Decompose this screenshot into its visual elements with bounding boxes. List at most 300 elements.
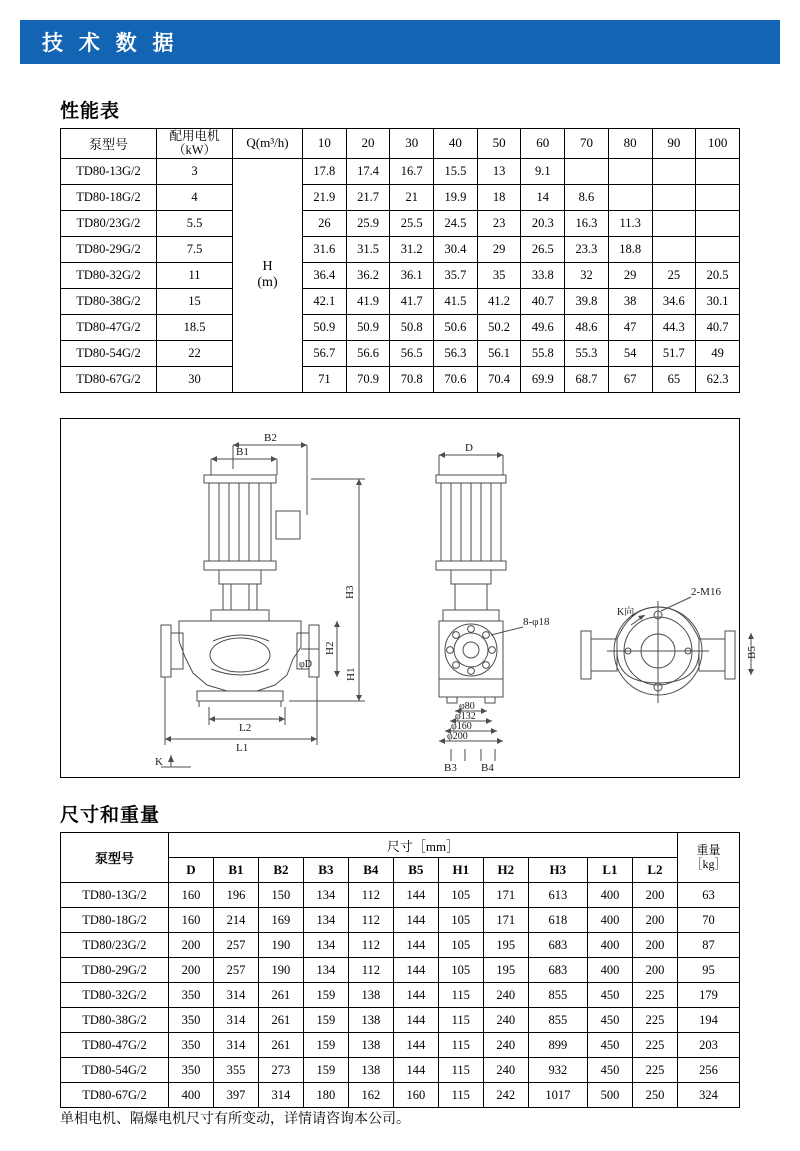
cell-head-value xyxy=(696,210,740,236)
cell-head-value xyxy=(652,158,696,184)
cell-dimension-B4: 112 xyxy=(348,883,393,908)
cell-weight: 203 xyxy=(678,1033,740,1058)
cell-head-value: 42.1 xyxy=(303,288,347,314)
pump-outline-drawings xyxy=(61,419,758,777)
dimensions-header-row-1 xyxy=(61,833,740,858)
cell-dimension-H3: 932 xyxy=(528,1058,587,1083)
cell-dimension-D: 350 xyxy=(169,1008,214,1033)
cell-head-value: 20.3 xyxy=(521,210,565,236)
cell-dimension-L2: 225 xyxy=(632,1008,677,1033)
cell-head-value: 49 xyxy=(696,340,740,366)
cell-dimension-B4: 112 xyxy=(348,933,393,958)
cell-dimension-H3: 1017 xyxy=(528,1083,587,1108)
cell-motor-power: 4 xyxy=(157,184,233,210)
cell-head-value xyxy=(696,184,740,210)
cell-dimension-H3: 613 xyxy=(528,883,587,908)
cell-head-value xyxy=(696,236,740,262)
dimensions-table xyxy=(60,832,740,1108)
cell-head-value: 18.8 xyxy=(608,236,652,262)
header-weight-group: 重量 ［kg］ xyxy=(678,833,740,883)
table-row xyxy=(61,314,740,340)
cell-head-value: 54 xyxy=(608,340,652,366)
cell-dimension-B1: 314 xyxy=(213,1033,258,1058)
label-2-m16: 2-M16 xyxy=(691,586,721,598)
header-col-B4: B4 xyxy=(348,858,393,883)
cell-head-value: 62.3 xyxy=(696,366,740,392)
header-col-L1: L1 xyxy=(587,858,632,883)
cell-dimension-L1: 450 xyxy=(587,1058,632,1083)
cell-dimension-B1: 355 xyxy=(213,1058,258,1083)
cell-head-value: 25.5 xyxy=(390,210,434,236)
table-row xyxy=(61,1083,740,1108)
table-row xyxy=(61,366,740,392)
cell-dimension-L1: 450 xyxy=(587,1033,632,1058)
cell-dimension-B1: 397 xyxy=(213,1083,258,1108)
cell-model: TD80-13G/2 xyxy=(61,883,169,908)
cell-dimension-L2: 225 xyxy=(632,983,677,1008)
cell-model: TD80-47G/2 xyxy=(61,314,157,340)
cell-model: TD80-67G/2 xyxy=(61,1083,169,1108)
label-b4: B4 xyxy=(481,762,494,774)
cell-head-value: 26.5 xyxy=(521,236,565,262)
label-b5: B5 xyxy=(746,646,758,659)
header-model: 泵型号 xyxy=(61,129,157,159)
header-col-B5: B5 xyxy=(393,858,438,883)
table-row xyxy=(61,210,740,236)
cell-head-value: 20.5 xyxy=(696,262,740,288)
cell-dimension-B2: 261 xyxy=(258,1033,303,1058)
cell-dimension-B2: 169 xyxy=(258,908,303,933)
cell-head-value: 70.8 xyxy=(390,366,434,392)
header-flow-60: 60 xyxy=(521,129,565,159)
page-header-banner xyxy=(20,20,780,64)
cell-dimension-H3: 683 xyxy=(528,958,587,983)
performance-table xyxy=(60,128,740,393)
cell-head-value: 31.6 xyxy=(303,236,347,262)
header-flow-90: 90 xyxy=(652,129,696,159)
cell-dimension-B2: 273 xyxy=(258,1058,303,1083)
cell-head-value: 29 xyxy=(608,262,652,288)
cell-dimension-H2: 240 xyxy=(483,1008,528,1033)
cell-motor-power: 30 xyxy=(157,366,233,392)
cell-dimension-H3: 683 xyxy=(528,933,587,958)
cell-model: TD80-29G/2 xyxy=(61,958,169,983)
header-flow-20: 20 xyxy=(346,129,390,159)
header-flow-70: 70 xyxy=(565,129,609,159)
cell-dimension-H1: 115 xyxy=(438,1008,483,1033)
cell-head-value: 15.5 xyxy=(434,158,478,184)
label-k-direction: K向 xyxy=(617,607,635,618)
cell-head-value xyxy=(565,158,609,184)
header-flow-80: 80 xyxy=(608,129,652,159)
cell-dimension-H2: 195 xyxy=(483,958,528,983)
label-8-phi18: 8-φ18 xyxy=(523,616,550,628)
table-row xyxy=(61,1033,740,1058)
label-phi132: φ132 xyxy=(455,711,476,722)
cell-head-value: 56.3 xyxy=(434,340,478,366)
table-row xyxy=(61,1008,740,1033)
header-flow-40: 40 xyxy=(434,129,478,159)
cell-dimension-B2: 261 xyxy=(258,983,303,1008)
cell-head-value: 65 xyxy=(652,366,696,392)
table-row xyxy=(61,1058,740,1083)
cell-dimension-H1: 105 xyxy=(438,883,483,908)
label-h2: H2 xyxy=(324,641,336,655)
cell-head-value: 23.3 xyxy=(565,236,609,262)
cell-dimension-B2: 261 xyxy=(258,1008,303,1033)
cell-motor-power: 5.5 xyxy=(157,210,233,236)
header-motor-power: 配用电机 （kW） xyxy=(157,129,233,159)
cell-model: TD80-54G/2 xyxy=(61,340,157,366)
cell-head-value: 41.2 xyxy=(477,288,521,314)
cell-dimension-L2: 200 xyxy=(632,958,677,983)
cell-head-value: 8.6 xyxy=(565,184,609,210)
cell-dimension-B1: 196 xyxy=(213,883,258,908)
cell-motor-power: 3 xyxy=(157,158,233,184)
cell-dimension-B3: 134 xyxy=(303,883,348,908)
cell-head-value: 29 xyxy=(477,236,521,262)
table-row xyxy=(61,983,740,1008)
cell-dimension-L1: 400 xyxy=(587,883,632,908)
cell-head-value: 26 xyxy=(303,210,347,236)
cell-dimension-D: 350 xyxy=(169,1033,214,1058)
cell-head-value: 49.6 xyxy=(521,314,565,340)
cell-model: TD80/23G/2 xyxy=(61,210,157,236)
cell-dimension-B4: 138 xyxy=(348,1058,393,1083)
cell-head-value xyxy=(652,184,696,210)
header-flow-10: 10 xyxy=(303,129,347,159)
cell-head-value: 17.8 xyxy=(303,158,347,184)
cell-dimension-B4: 138 xyxy=(348,1008,393,1033)
label-phi80: φ80 xyxy=(459,701,475,712)
header-size-group: 尺寸［mm］ xyxy=(169,833,678,858)
cell-dimension-H3: 899 xyxy=(528,1033,587,1058)
cell-weight: 256 xyxy=(678,1058,740,1083)
header-col-B1: B1 xyxy=(213,858,258,883)
cell-dimension-B1: 314 xyxy=(213,1008,258,1033)
cell-dimension-B5: 144 xyxy=(393,1033,438,1058)
cell-head-value: 56.5 xyxy=(390,340,434,366)
table-row xyxy=(61,933,740,958)
table-row xyxy=(61,958,740,983)
cell-dimension-B3: 159 xyxy=(303,1008,348,1033)
cell-model: TD80-47G/2 xyxy=(61,1033,169,1058)
cell-dimension-B5: 160 xyxy=(393,1083,438,1108)
cell-motor-power: 11 xyxy=(157,262,233,288)
cell-dimension-H1: 115 xyxy=(438,1058,483,1083)
cell-dimension-B4: 138 xyxy=(348,983,393,1008)
cell-dimension-L2: 200 xyxy=(632,883,677,908)
table-row xyxy=(61,340,740,366)
cell-dimension-D: 400 xyxy=(169,1083,214,1108)
cell-head-value: 41.7 xyxy=(390,288,434,314)
cell-head-value: 50.9 xyxy=(303,314,347,340)
table-row xyxy=(61,184,740,210)
header-flow-50: 50 xyxy=(477,129,521,159)
label-k: K xyxy=(155,756,163,768)
cell-dimension-D: 160 xyxy=(169,908,214,933)
cell-head-value: 35.7 xyxy=(434,262,478,288)
cell-dimension-H2: 171 xyxy=(483,883,528,908)
cell-motor-power: 22 xyxy=(157,340,233,366)
cell-head-value: 55.8 xyxy=(521,340,565,366)
cell-dimension-B5: 144 xyxy=(393,1008,438,1033)
cell-model: TD80-32G/2 xyxy=(61,262,157,288)
cell-model: TD80-18G/2 xyxy=(61,908,169,933)
cell-head-value: 17.4 xyxy=(346,158,390,184)
cell-head-value: 41.5 xyxy=(434,288,478,314)
cell-head-value: 40.7 xyxy=(696,314,740,340)
cell-dimension-B3: 134 xyxy=(303,908,348,933)
cell-head-value: 16.3 xyxy=(565,210,609,236)
cell-dimension-H3: 855 xyxy=(528,1008,587,1033)
cell-dimension-B5: 144 xyxy=(393,908,438,933)
cell-head-value xyxy=(608,158,652,184)
cell-weight: 95 xyxy=(678,958,740,983)
cell-head-value xyxy=(652,236,696,262)
cell-dimension-B1: 314 xyxy=(213,983,258,1008)
page-title: 技 术 数 据 xyxy=(42,32,179,55)
label-l2: L2 xyxy=(239,722,252,734)
label-phi-d: φD xyxy=(299,659,312,670)
cell-model: TD80-29G/2 xyxy=(61,236,157,262)
cell-head-value: 35 xyxy=(477,262,521,288)
cell-dimension-L1: 400 xyxy=(587,908,632,933)
label-b2: B2 xyxy=(264,432,277,444)
cell-dimension-H1: 105 xyxy=(438,933,483,958)
cell-head-value xyxy=(696,158,740,184)
header-col-B3: B3 xyxy=(303,858,348,883)
cell-dimension-B3: 159 xyxy=(303,983,348,1008)
cell-dimension-L2: 200 xyxy=(632,908,677,933)
cell-head-value: 50.9 xyxy=(346,314,390,340)
cell-dimension-H2: 240 xyxy=(483,1058,528,1083)
cell-dimension-D: 350 xyxy=(169,983,214,1008)
cell-head-value: 39.8 xyxy=(565,288,609,314)
cell-head-value: 56.1 xyxy=(477,340,521,366)
cell-head-value: 48.6 xyxy=(565,314,609,340)
cell-dimension-B2: 150 xyxy=(258,883,303,908)
cell-model: TD80-54G/2 xyxy=(61,1058,169,1083)
cell-head-value: 70.4 xyxy=(477,366,521,392)
cell-head-value: 23 xyxy=(477,210,521,236)
cell-dimension-B3: 134 xyxy=(303,933,348,958)
table-row xyxy=(61,236,740,262)
cell-head-value: 21.7 xyxy=(346,184,390,210)
cell-dimension-H2: 240 xyxy=(483,1033,528,1058)
performance-section-heading: 性能表 xyxy=(60,101,121,122)
dimension-drawings-figure xyxy=(60,418,758,778)
cell-dimension-B3: 159 xyxy=(303,1058,348,1083)
cell-head-value: 32 xyxy=(565,262,609,288)
cell-dimension-L1: 400 xyxy=(587,958,632,983)
cell-weight: 194 xyxy=(678,1008,740,1033)
footnote-text: 单相电机、隔爆电机尺寸有所变动，详情请咨询本公司。 xyxy=(60,1110,410,1126)
cell-dimension-B1: 257 xyxy=(213,933,258,958)
cell-head-value: 25 xyxy=(652,262,696,288)
performance-header-row xyxy=(61,129,740,159)
cell-dimension-H3: 855 xyxy=(528,983,587,1008)
header-col-H3: H3 xyxy=(528,858,587,883)
cell-head-value: 36.1 xyxy=(390,262,434,288)
label-h3: H3 xyxy=(344,585,356,599)
cell-dimension-B1: 214 xyxy=(213,908,258,933)
cell-model: TD80-32G/2 xyxy=(61,983,169,1008)
label-l1: L1 xyxy=(236,742,249,754)
cell-dimension-B5: 144 xyxy=(393,883,438,908)
header-col-H2: H2 xyxy=(483,858,528,883)
cell-head-value: 56.7 xyxy=(303,340,347,366)
cell-head-value: 40.7 xyxy=(521,288,565,314)
cell-dimension-B2: 190 xyxy=(258,933,303,958)
cell-motor-power: 15 xyxy=(157,288,233,314)
cell-weight: 324 xyxy=(678,1083,740,1108)
cell-head-value: 11.3 xyxy=(608,210,652,236)
cell-dimension-D: 200 xyxy=(169,933,214,958)
dimensions-section-heading: 尺寸和重量 xyxy=(60,805,161,826)
cell-head-value: 55.3 xyxy=(565,340,609,366)
cell-head-value: 50.8 xyxy=(390,314,434,340)
cell-dimension-B4: 162 xyxy=(348,1083,393,1108)
table-row xyxy=(61,908,740,933)
cell-dimension-B5: 144 xyxy=(393,1058,438,1083)
cell-weight: 70 xyxy=(678,908,740,933)
cell-model: TD80-67G/2 xyxy=(61,366,157,392)
cell-dimension-B3: 159 xyxy=(303,1033,348,1058)
cell-dimension-D: 350 xyxy=(169,1058,214,1083)
cell-dimension-H2: 240 xyxy=(483,983,528,1008)
cell-dimension-B5: 144 xyxy=(393,958,438,983)
cell-head-value: 30.1 xyxy=(696,288,740,314)
cell-dimension-H2: 195 xyxy=(483,933,528,958)
cell-head-value: 70.9 xyxy=(346,366,390,392)
cell-head-value: 21.9 xyxy=(303,184,347,210)
cell-head-value: 70.6 xyxy=(434,366,478,392)
cell-dimension-L1: 450 xyxy=(587,983,632,1008)
cell-weight: 63 xyxy=(678,883,740,908)
cell-dimension-L2: 200 xyxy=(632,933,677,958)
cell-dimension-D: 200 xyxy=(169,958,214,983)
cell-dimension-H1: 115 xyxy=(438,1083,483,1108)
cell-dimension-H2: 171 xyxy=(483,908,528,933)
cell-dimension-L2: 225 xyxy=(632,1058,677,1083)
cell-head-value: 51.7 xyxy=(652,340,696,366)
cell-weight: 87 xyxy=(678,933,740,958)
cell-dimension-H1: 105 xyxy=(438,958,483,983)
cell-dimension-L1: 500 xyxy=(587,1083,632,1108)
cell-model: TD80-38G/2 xyxy=(61,288,157,314)
cell-dimension-B3: 180 xyxy=(303,1083,348,1108)
cell-head-value: 68.7 xyxy=(565,366,609,392)
cell-head-value: 36.4 xyxy=(303,262,347,288)
cell-head-value xyxy=(652,210,696,236)
cell-head-value: 36.2 xyxy=(346,262,390,288)
cell-head-value: 56.6 xyxy=(346,340,390,366)
cell-motor-power: 18.5 xyxy=(157,314,233,340)
cell-dimension-H3: 618 xyxy=(528,908,587,933)
label-b1: B1 xyxy=(236,446,249,458)
cell-dimension-H1: 115 xyxy=(438,983,483,1008)
cell-head-value: 71 xyxy=(303,366,347,392)
cell-dimension-H2: 242 xyxy=(483,1083,528,1108)
cell-dimension-B2: 314 xyxy=(258,1083,303,1108)
cell-head-value: 19.9 xyxy=(434,184,478,210)
cell-motor-power: 7.5 xyxy=(157,236,233,262)
cell-head-value: 14 xyxy=(521,184,565,210)
header-col-L2: L2 xyxy=(632,858,677,883)
cell-dimension-B3: 134 xyxy=(303,958,348,983)
header-col-B2: B2 xyxy=(258,858,303,883)
cell-head-value: 16.7 xyxy=(390,158,434,184)
cell-head-value: 18 xyxy=(477,184,521,210)
header-col-D: D xyxy=(169,858,214,883)
cell-head-value: 38 xyxy=(608,288,652,314)
cell-head-value: 30.4 xyxy=(434,236,478,262)
cell-dimension-L1: 400 xyxy=(587,933,632,958)
cell-head-value: 41.9 xyxy=(346,288,390,314)
cell-head-value: 47 xyxy=(608,314,652,340)
table-row xyxy=(61,883,740,908)
cell-model: TD80-13G/2 xyxy=(61,158,157,184)
header-model: 泵型号 xyxy=(61,833,169,883)
cell-dimension-B1: 257 xyxy=(213,958,258,983)
cell-dimension-B2: 190 xyxy=(258,958,303,983)
header-flow-100: 100 xyxy=(696,129,740,159)
cell-dimension-L2: 250 xyxy=(632,1083,677,1108)
header-flow-symbol: Q(m³/h) xyxy=(233,129,303,159)
cell-dimension-L1: 450 xyxy=(587,1008,632,1033)
cell-head-value: 69.9 xyxy=(521,366,565,392)
cell-dimension-L2: 225 xyxy=(632,1033,677,1058)
cell-head-value: 25.9 xyxy=(346,210,390,236)
cell-head-value: 67 xyxy=(608,366,652,392)
cell-head-value: 9.1 xyxy=(521,158,565,184)
cell-head-value: 13 xyxy=(477,158,521,184)
cell-dimension-B4: 112 xyxy=(348,958,393,983)
label-phi200: φ200 xyxy=(447,731,468,742)
cell-model: TD80-18G/2 xyxy=(61,184,157,210)
header-col-H1: H1 xyxy=(438,858,483,883)
cell-head-value: 50.6 xyxy=(434,314,478,340)
cell-head-symbol: H (m) xyxy=(233,158,303,392)
cell-dimension-B5: 144 xyxy=(393,933,438,958)
cell-head-value: 34.6 xyxy=(652,288,696,314)
cell-dimension-B4: 138 xyxy=(348,1033,393,1058)
cell-head-value: 24.5 xyxy=(434,210,478,236)
cell-head-value: 44.3 xyxy=(652,314,696,340)
table-row xyxy=(61,262,740,288)
cell-dimension-B5: 144 xyxy=(393,983,438,1008)
cell-head-value: 33.8 xyxy=(521,262,565,288)
label-b3: B3 xyxy=(444,762,457,774)
cell-head-value: 50.2 xyxy=(477,314,521,340)
label-h1: H1 xyxy=(345,667,357,681)
cell-model: TD80/23G/2 xyxy=(61,933,169,958)
label-d: D xyxy=(465,442,473,454)
cell-head-value: 21 xyxy=(390,184,434,210)
table-row xyxy=(61,288,740,314)
cell-head-value: 31.5 xyxy=(346,236,390,262)
cell-weight: 179 xyxy=(678,983,740,1008)
cell-model: TD80-38G/2 xyxy=(61,1008,169,1033)
cell-dimension-B4: 112 xyxy=(348,908,393,933)
cell-dimension-H1: 105 xyxy=(438,908,483,933)
table-row xyxy=(61,158,740,184)
cell-dimension-D: 160 xyxy=(169,883,214,908)
cell-head-value: 31.2 xyxy=(390,236,434,262)
label-phi160: φ160 xyxy=(451,721,472,732)
cell-dimension-H1: 115 xyxy=(438,1033,483,1058)
